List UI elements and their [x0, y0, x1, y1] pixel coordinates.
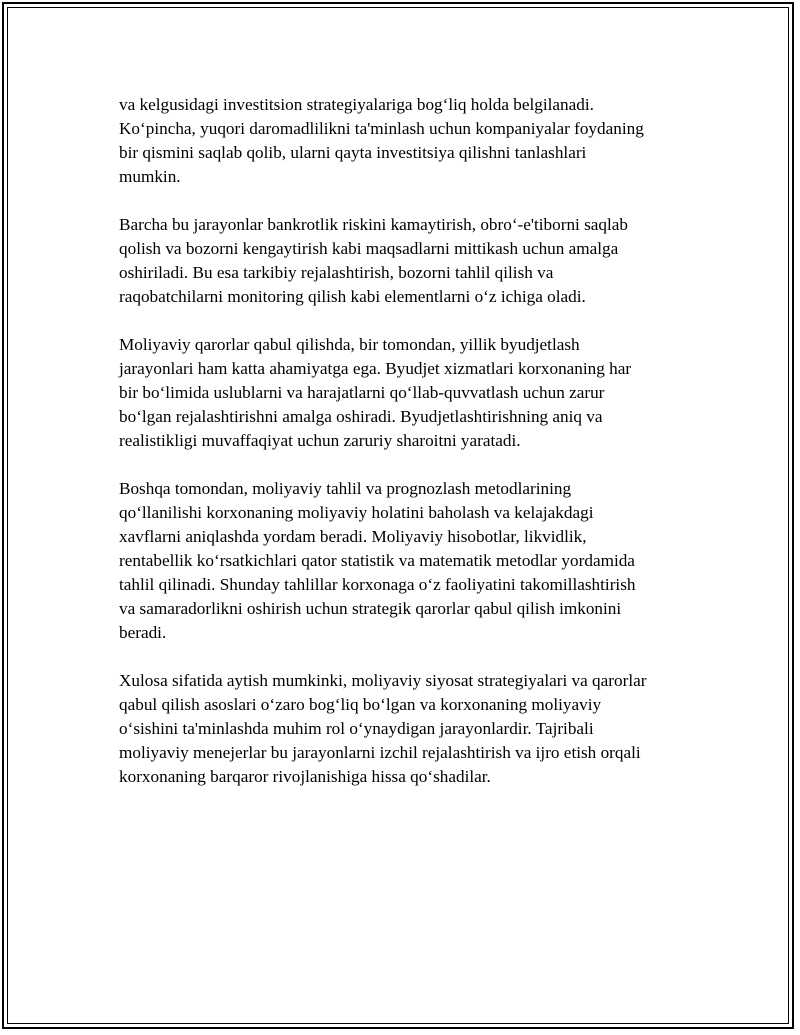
paragraph-2: Barcha bu jarayonlar bankrotlik riskini kamaytirish, obroʻ-e'tiborni saqlab qolish va bozorni kengaytirish kabi maqsadlarni mittikash uchun amalga oshiriladi. Bu esa tarkibiy rejalashtirish, bozorni tahlil qilish va raqobatchilarni monitoring qilish kabi elementlarni oʻz ichiga oladi.: [119, 215, 629, 306]
paragraph-1: va kelgusidagi investitsion strategiyalariga bogʻliq holda belgilanadi. Koʻpincha, yuqori daromadlilikni ta'minlash uchun kompaniyalar foydaning bir qismini saqlab qolib, ularni qayta investitsiya qilishni tanlashlari mumkin.: [119, 95, 644, 186]
document-body: [119, 93, 689, 813]
paragraph-5: Xulosa sifatida aytish mumkinki, moliyaviy siyosat strategiyalari va qarorlar qabul qilish asoslari oʻzaro bogʻliq boʻlgan va korxonaning moliyaviy oʻsishini ta'minlashda muhim rol oʻynaydigan jarayonlardir. Tajribali moliyaviy menejerlar bu jarayonlarni izchil rejalashtirish va ijro etish orqali korxonaning barqaror rivojlanishiga hissa qoʻshadilar.: [119, 671, 647, 786]
paragraph-4: Boshqa tomondan, moliyaviy tahlil va prognozlash metodlarining qoʻllanilishi korxonaning moliyaviy holatini baholash va kelajakdagi xavflarni aniqlashda yordam beradi. Moliyaviy hisobotlar, likvidlik, rentabellik koʻrsatkichlari qator statistik va matematik metodlar yordamida tahlil qilinadi. Shunday tahlillar korxonaga oʻz faoliyatini takomillashtirish va samaradorlikni oshirish uchun strategik qarorlar qabul qilish imkonini beradi.: [119, 479, 636, 642]
paragraph-3: Moliyaviy qarorlar qabul qilishda, bir tomondan, yillik byudjetlash jarayonlari ham katta ahamiyatga ega. Byudjet xizmatlari korxonaning har bir boʻlimida uslublarni va harajatlarni qoʻllab-quvvatlash uchun zarur boʻlgan rejalashtirishni amalga oshiradi. Byudjetlashtirishning aniq va realistikligi muvaffaqiyat uchun zaruriy sharoitni yaratadi.: [119, 335, 632, 450]
